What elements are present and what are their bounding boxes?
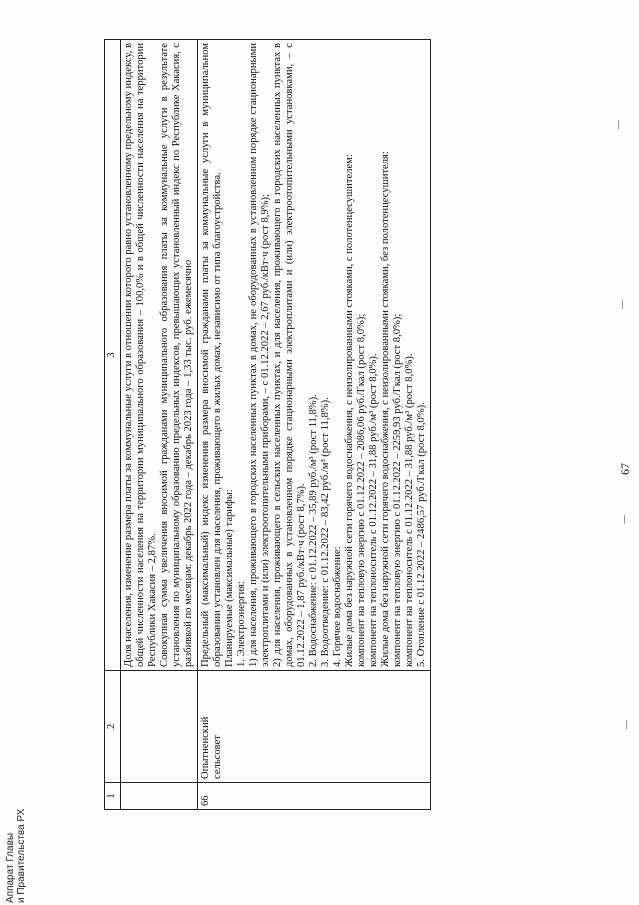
header-col-1: 1	[105, 783, 121, 810]
header-col-2: 2	[105, 671, 121, 783]
tariff-line: 3. Водоотведение: с 01.12.2022 – 83,42 руб./м³ (рост 11,8%).	[320, 397, 331, 667]
tariff-line: 2. Водоснабжение: с 01.12.2022 – 35,89 руб./м³ (рост 11,8%).	[308, 394, 319, 667]
scan-mark	[624, 515, 625, 524]
prev-share-paragraph: Доля населения, изменение размера платы за коммунальные услуги в отношении которого равно установленному предельному индексу, в общей численности населения на территории муниципального образования – 100,0% и в общей численности населения на территории Республики Хакасия – 2,87%.	[123, 43, 158, 667]
scan-mark	[618, 120, 619, 129]
page-number: 67	[618, 463, 632, 475]
tariff-line: 5. Отопление с 01.12.2022 – 2486,57 руб./Гкал (рост 8,0%).	[416, 402, 427, 667]
stamp-line-1: Аппарат Главы	[5, 832, 16, 903]
tariff-line: компонент на теплоноситель с 01.12.2022 – 31,88 руб./м³ (рост 8,0%).	[368, 353, 379, 667]
tariff-line: Жилые дома без наружной сети горячего водоснабжения, с неизолированными стояками, без полотенцесушителя:	[380, 151, 391, 667]
prev-sum-paragraph: Совокупная сумма увеличения вносимой гражданами муниципального образования платы за коммунальные услуги в результате установления по муниципальному образованию предельных индексов, превышающих установленный индекс по Республике Хакасия, с разбивкой по месяцам: декабрь 2022 года – декабрь 2023 года – 1,33 тыс. руб. ежемесячно	[159, 43, 194, 667]
header-col-3: 3	[105, 40, 121, 671]
tariff-line: Предельный (максимальный) индекс изменения размера вносимой гражданами платы за коммунальные услуги в муниципальном образовании установлен для населения, проживающего в жилых домах, независимо от типа благоустройства.	[200, 43, 223, 667]
tariff-line: Жилые дома без наружной сети горячего водоснабжения, с неизолированными стояками, с полотенцесушителем:	[344, 154, 355, 667]
tariff-line: компонент на тепловую энергию с 01.12.2022 – 2086,06 руб./Гкал (рост 8,0%);	[356, 313, 367, 667]
row-number: 66	[198, 783, 431, 810]
registration-stamp	[5, 809, 27, 903]
tariff-line: 4. Горячее водоснабжение:	[332, 546, 343, 667]
scan-mark	[622, 300, 623, 309]
tariff-line: компонент на теплоноситель с 01.12.2022 – 31,88 руб./м³ (рост 8,0%).	[404, 353, 415, 667]
header-row	[105, 40, 121, 810]
stamp-line-2: и Правительства РХ	[16, 808, 27, 903]
prev-num-cell	[121, 783, 198, 810]
tariff-line: 2) для населения, проживающего в сельских населенных пунктах, и для населения, проживающего в городских населенных пунктах в домах, оборудованных в установленном порядке стационарными электроплитами и (или) электроотопительными установками, – с 01.12.2022 – 1,87 руб./кВт·ч (рост 8,7%).	[272, 43, 307, 667]
tariff-table	[104, 39, 431, 810]
municipality-name: Опытненский сельсовет	[198, 671, 431, 783]
tariff-line: 1) для населения, проживающего в городских населенных пунктах в домах, не оборудованных в установленном порядке стационарными электроплитами и (или) электроотопительными приборами, – с 01.12.2022 – 2,67 руб./кВт·ч (рост 8,9%);	[248, 43, 271, 667]
prev-text-cell	[121, 40, 198, 671]
tariff-description-cell	[198, 40, 431, 671]
tariff-line: компонент на тепловую энергию с 01.12.2022 – 2259,93 руб./Гкал (рост 8,0%);	[392, 313, 403, 667]
table-row-previous	[121, 40, 198, 810]
scan-mark	[626, 720, 627, 729]
prev-name-cell	[121, 671, 198, 783]
tariff-line: 1. Электроэнергия:	[236, 581, 247, 667]
table-row-66	[198, 40, 431, 810]
tariff-line: Планируемые (максимальные) тарифы:	[224, 489, 235, 667]
